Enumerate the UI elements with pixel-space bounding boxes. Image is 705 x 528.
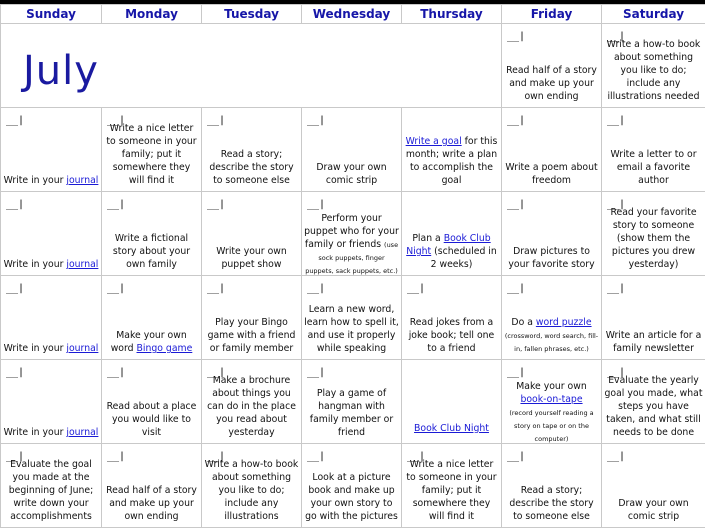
checkbox[interactable]: __| — [6, 199, 25, 210]
book-club-night-link[interactable]: Book Club Night — [406, 233, 491, 257]
day-cell — [602, 444, 705, 528]
day-cell — [502, 444, 602, 528]
activity-note: (use sock puppets, finger puppets, sack puppets, etc.) — [305, 241, 399, 275]
day-cell — [102, 192, 202, 276]
activity-text-part: (scheduled in 2 weeks) — [430, 246, 497, 270]
day-cell — [602, 276, 705, 360]
checkbox[interactable]: __| — [107, 283, 126, 294]
checkbox[interactable]: __| — [207, 115, 226, 126]
day-cell — [102, 108, 202, 192]
checkbox[interactable]: __| — [507, 199, 526, 210]
day-cell — [102, 444, 202, 528]
activity-text — [504, 316, 599, 355]
activity-text: Draw your own comic strip — [316, 162, 387, 186]
activity-note: (crossword, word search, fill-in, fallen phrases, etc.) — [504, 332, 599, 353]
day-cell — [502, 24, 602, 108]
day-cell — [502, 192, 602, 276]
activity-text: Read half of a story and make up your own ending — [506, 65, 597, 102]
activity-note: (record yourself reading a story on tape or on the computer) — [509, 409, 594, 443]
checkbox[interactable]: __| — [307, 199, 326, 210]
activity-text: Write an article for a family newsletter — [605, 330, 702, 354]
checkbox[interactable]: __| — [507, 451, 526, 462]
day-cell — [202, 360, 302, 444]
activity-text: Write a poem about freedom — [505, 162, 598, 186]
activity-text: Write a fictional story about your own family — [112, 233, 191, 270]
activity-text — [3, 258, 99, 271]
checkbox[interactable]: __| — [107, 115, 126, 126]
checkbox[interactable]: __| — [607, 115, 626, 126]
day-cell — [502, 360, 602, 444]
journal-link[interactable]: journal — [66, 427, 99, 438]
day-cell — [302, 276, 402, 360]
checkbox[interactable]: __| — [6, 115, 25, 126]
activity-text-part: Write in your — [3, 343, 67, 354]
day-cell — [1, 360, 102, 444]
activity-text — [3, 174, 99, 187]
header-monday: Monday — [102, 5, 202, 24]
header-sunday: Sunday — [1, 5, 102, 24]
day-cell — [602, 192, 705, 276]
day-cell — [302, 192, 402, 276]
day-cell — [302, 108, 402, 192]
checkbox[interactable]: __| — [307, 283, 326, 294]
journal-link[interactable]: journal — [66, 175, 99, 186]
activity-text: Evaluate the goal you made at the beginning of June; write down your accomplishments — [8, 459, 94, 522]
week-row — [1, 108, 705, 192]
header-thursday: Thursday — [402, 5, 502, 24]
week-row — [1, 276, 705, 360]
day-cell — [202, 108, 302, 192]
activity-text-part: Perform your puppet who for your family or friends — [304, 213, 399, 250]
journal-link[interactable]: journal — [66, 343, 99, 354]
checkbox[interactable]: __| — [607, 199, 626, 210]
activity-text — [104, 329, 199, 355]
activity-text-part: Plan a — [412, 233, 444, 244]
checkbox[interactable]: __| — [607, 451, 626, 462]
day-cell — [402, 360, 502, 444]
book-club-night-link[interactable]: Book Club Night — [414, 423, 489, 434]
checkbox[interactable]: __| — [207, 199, 226, 210]
week-row — [1, 192, 705, 276]
day-cell — [602, 360, 705, 444]
activity-text: Learn a new word, learn how to spell it, and use it properly while speaking — [304, 304, 399, 354]
checkbox[interactable]: __| — [307, 115, 326, 126]
weekday-header-row — [1, 5, 705, 24]
day-cell — [502, 276, 602, 360]
activity-text: Read your favorite story to someone (show them the pictures you drew yesterday) — [610, 207, 697, 270]
checkbox[interactable]: __| — [6, 367, 25, 378]
activity-text: Write a how-to book about something you like to do; include any illustrations needed — [606, 39, 701, 102]
day-cell — [402, 276, 502, 360]
activity-text-part: Make your own — [516, 381, 587, 392]
header-friday: Friday — [502, 5, 602, 24]
day-cell — [602, 24, 705, 108]
activity-text-part: Make your own word — [110, 330, 187, 354]
activity-text: Write a letter to or email a favorite author — [610, 149, 697, 186]
day-cell — [402, 192, 502, 276]
activity-text: Read a story; describe the story to someone else — [509, 485, 594, 522]
activity-text: Evaluate the yearly goal you made, what steps you have taken, and what still needs to be done — [604, 375, 703, 438]
checkbox[interactable]: __| — [107, 199, 126, 210]
day-cell — [402, 444, 502, 528]
day-cell — [202, 192, 302, 276]
activity-text: Draw pictures to your favorite story — [508, 246, 595, 270]
activity-text: Draw your own comic strip — [618, 498, 689, 522]
day-cell — [202, 444, 302, 528]
activity-text: Look at a picture book and make up your own story to go with the pictures — [305, 472, 398, 522]
day-cell — [602, 108, 705, 192]
activity-text: Write a how-to book about something you like to do; include any illustrations — [204, 459, 299, 522]
activity-text: Write a nice letter to someone in your family; put it somewhere they will find it — [106, 123, 197, 186]
day-cell — [102, 276, 202, 360]
day-cell — [1, 444, 102, 528]
activity-text — [3, 426, 99, 439]
book-on-tape-link[interactable]: book-on-tape — [520, 394, 583, 405]
day-cell — [502, 108, 602, 192]
day-cell — [302, 444, 402, 528]
activity-text — [3, 342, 99, 355]
checkbox[interactable]: __| — [407, 283, 426, 294]
activity-text-part: Do a — [511, 317, 536, 328]
activity-text: Read jokes from a joke book; tell one to a friend — [408, 317, 495, 354]
checkbox[interactable]: __| — [507, 283, 526, 294]
activity-text — [504, 380, 599, 445]
journal-link[interactable]: journal — [66, 259, 99, 270]
month-title-cell — [1, 24, 502, 108]
day-cell — [1, 108, 102, 192]
activity-text — [404, 232, 499, 271]
calendar-grid — [0, 4, 705, 528]
activity-text: Write your own puppet show — [216, 246, 287, 270]
write-a-goal-link[interactable]: Write a goal — [405, 136, 462, 147]
day-cell — [402, 108, 502, 192]
activity-text: Write a nice letter to someone in your family; put it somewhere they will find it — [406, 459, 497, 522]
header-wednesday: Wednesday — [302, 5, 402, 24]
checkbox[interactable]: __| — [507, 115, 526, 126]
checkbox[interactable]: __| — [307, 451, 326, 462]
activity-text: Play a game of hangman with family member or friend — [309, 388, 394, 438]
checkbox[interactable]: __| — [307, 367, 326, 378]
checkbox[interactable]: __| — [6, 283, 25, 294]
activity-text-part: Write in your — [3, 427, 67, 438]
day-cell — [302, 360, 402, 444]
activity-text-part: for this month; write a plan to accomplish the goal — [405, 136, 498, 186]
checkbox[interactable]: __| — [6, 451, 25, 462]
activity-text: Read about a place you would like to visit — [106, 401, 197, 438]
checkbox[interactable]: __| — [507, 367, 526, 378]
activity-text — [304, 212, 399, 277]
activity-text: Read half of a story and make up your own ending — [106, 485, 197, 522]
day-cell — [102, 360, 202, 444]
day-cell — [1, 276, 102, 360]
week-row — [1, 444, 705, 528]
week-row — [1, 24, 705, 108]
checkbox[interactable]: __| — [607, 367, 626, 378]
month-title: July — [23, 48, 99, 94]
bingo-game-link[interactable]: Bingo game — [136, 343, 193, 354]
header-saturday: Saturday — [602, 5, 705, 24]
checkbox[interactable]: __| — [207, 451, 226, 462]
activity-text: Read a story; describe the story to someone else — [209, 149, 294, 186]
activity-text-part: Write in your — [3, 175, 67, 186]
checkbox[interactable]: __| — [607, 31, 626, 42]
checkbox[interactable]: __| — [207, 367, 226, 378]
header-tuesday: Tuesday — [202, 5, 302, 24]
week-row — [1, 360, 705, 444]
day-cell — [202, 276, 302, 360]
checkbox[interactable]: __| — [407, 451, 426, 462]
checkbox[interactable]: __| — [607, 283, 626, 294]
checkbox[interactable]: __| — [107, 367, 126, 378]
checkbox[interactable]: __| — [107, 451, 126, 462]
activity-text: Play your Bingo game with a friend or family member — [207, 317, 296, 354]
activity-text — [404, 135, 499, 187]
checkbox[interactable]: __| — [207, 283, 226, 294]
activity-text — [404, 422, 499, 435]
word-puzzle-link[interactable]: word puzzle — [535, 317, 592, 328]
activity-text-part: Write in your — [3, 259, 67, 270]
day-cell — [1, 192, 102, 276]
checkbox[interactable]: __| — [507, 31, 526, 42]
activity-text: Make a brochure about things you can do in the place you read about yesterday — [207, 375, 296, 438]
